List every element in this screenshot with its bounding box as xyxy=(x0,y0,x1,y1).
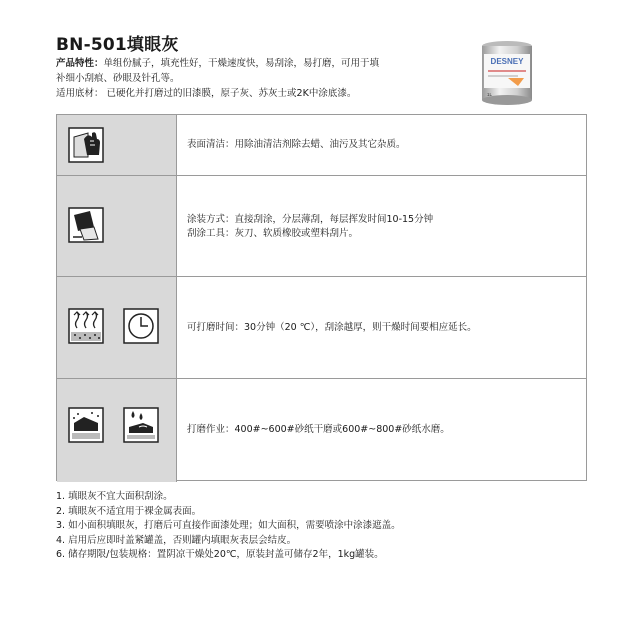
step-text xyxy=(187,423,450,437)
heat-drying-icon xyxy=(68,308,104,344)
clock-icon xyxy=(123,308,159,344)
feature-text: 单组份腻子，填充性好，干燥速度快，易刮涂，易打磨，可用于填 xyxy=(103,58,380,69)
step-line: 可打磨时间：30分钟（20 ℃），刮涂越厚，则干燥时间要相应延长。 xyxy=(187,322,477,333)
substrate-label: 适用底材： xyxy=(56,88,104,99)
step-row-drying xyxy=(57,277,586,379)
dry-sanding-icon xyxy=(68,407,104,443)
step-line: 刮涂工具：灰刀、软质橡胶或塑料刮片。 xyxy=(187,228,359,239)
substrate-text: 已硬化并打磨过的旧漆膜，原子灰、苏灰士或2K中涂底漆。 xyxy=(106,88,357,99)
product-description xyxy=(56,56,416,101)
feature-label: 产品特性： xyxy=(56,58,104,69)
spatula-icon xyxy=(68,207,104,243)
icon-cell xyxy=(57,176,177,276)
note-item: 4. 启用后应即时盖紧罐盖，否则罐内填眼灰表层会结皮。 xyxy=(56,534,297,546)
step-row-application xyxy=(57,176,586,277)
substrate-line xyxy=(56,86,416,101)
notes-list xyxy=(56,490,401,563)
step-row-cleaning xyxy=(57,115,586,176)
note-item: 3. 如小面积填眼灰，打磨后可直接作面漆处理；如大面积，需要喷涂中涂漆遮盖。 xyxy=(56,520,401,531)
icon-cell xyxy=(57,379,177,482)
step-text xyxy=(187,213,433,241)
application-steps-table xyxy=(56,114,587,481)
hand-wipe-icon xyxy=(68,127,104,163)
page-title: BN-501填眼灰 xyxy=(56,35,179,55)
step-line: 打磨作业：400#~600#砂纸干磨或600#~800#砂纸水磨。 xyxy=(187,424,450,435)
feature-line-2: 补细小刮痕、砂眼及针孔等。 xyxy=(56,73,180,84)
product-can-image xyxy=(478,40,536,106)
note-item: 2. 填眼灰不适宜用于裸金属表面。 xyxy=(56,505,202,517)
step-line: 表面清洁：用除油清洁剂除去蜡、油污及其它杂质。 xyxy=(187,139,406,150)
can-brand: DESNEY xyxy=(490,57,524,66)
icon-cell xyxy=(57,115,177,175)
note-item: 6. 储存期限/包装规格：置阴凉干燥处20℃，原装封盖可储存2年，1kg罐装。 xyxy=(56,549,384,560)
step-text xyxy=(187,321,477,335)
feature-line-1 xyxy=(56,56,416,71)
note-item: 1. 填眼灰不宜大面积刮涂。 xyxy=(56,491,173,502)
can-volume: 1L xyxy=(487,92,493,97)
step-line: 涂装方式：直接刮涂，分层薄刮，每层挥发时间10-15分钟 xyxy=(187,214,434,225)
step-row-sanding xyxy=(57,379,586,482)
icon-cell xyxy=(57,277,177,378)
wet-sanding-icon xyxy=(123,407,159,443)
step-text xyxy=(187,138,406,152)
